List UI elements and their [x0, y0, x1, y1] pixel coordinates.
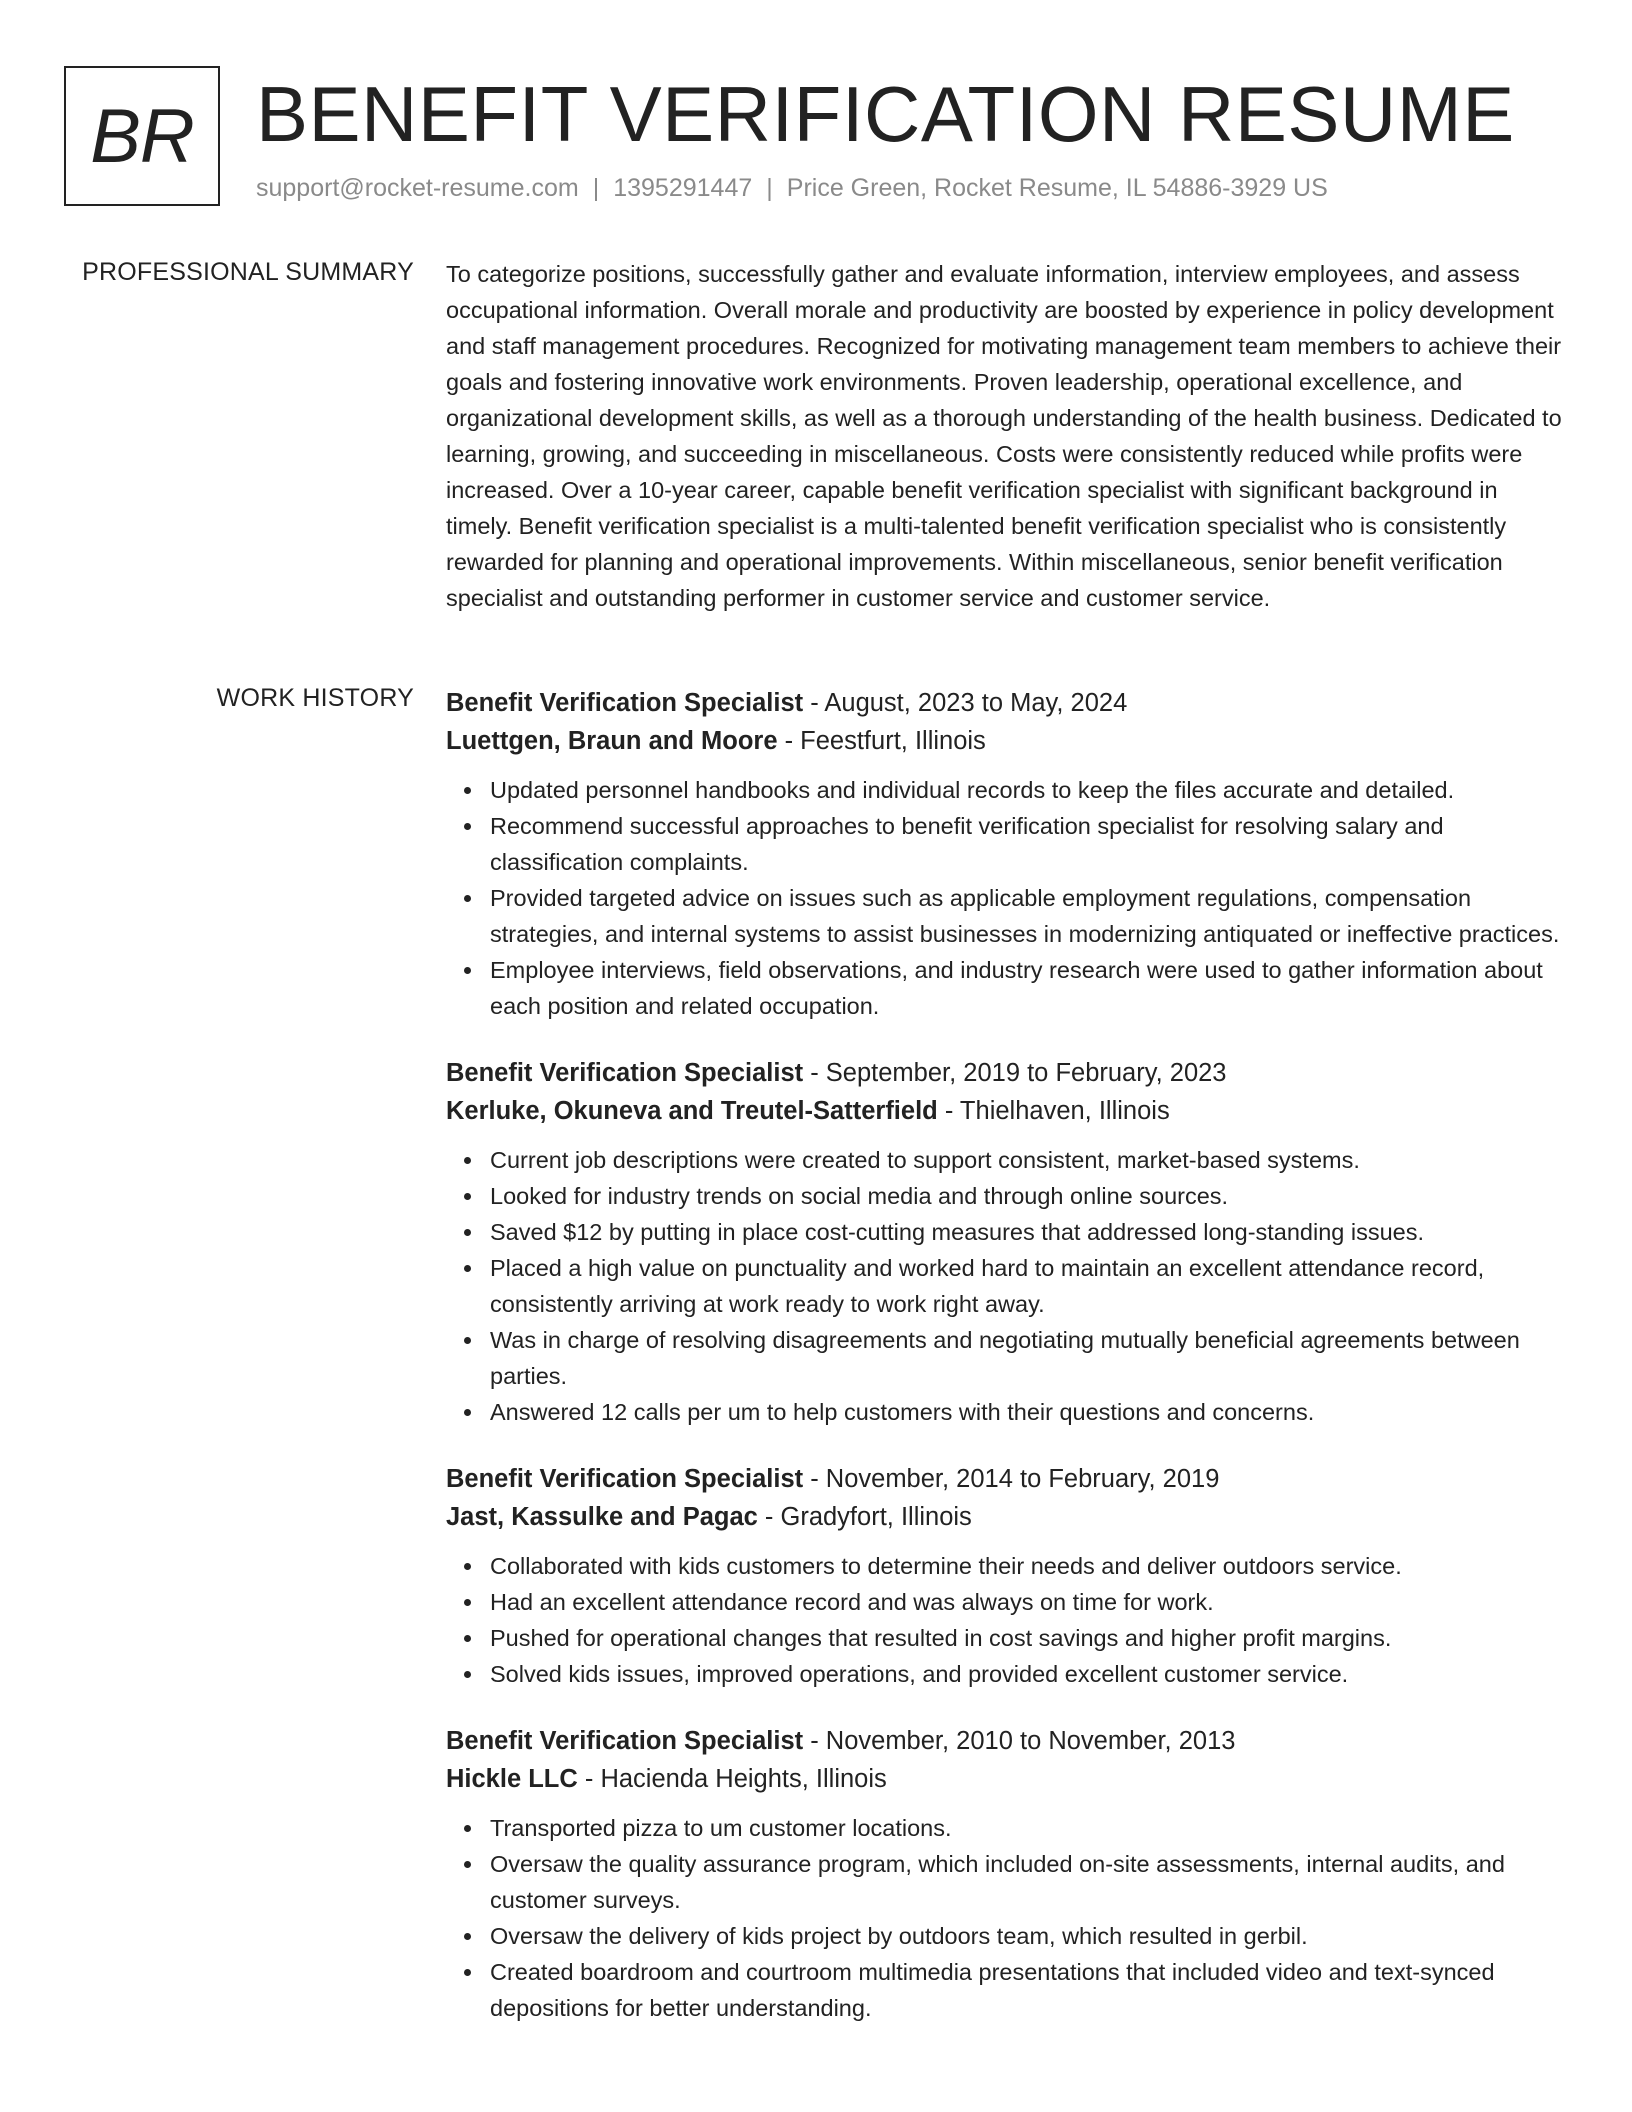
job-title: Benefit Verification Specialist — [446, 1727, 804, 1755]
job-bullet: Provided targeted advice on issues such as applicable employment regulations, compensation strategies, and internal systems to assist businesses in modernizing antiquated or ineffective practices. — [490, 880, 1566, 952]
job-entry — [446, 684, 1566, 1024]
job-bullet-list — [446, 1548, 1566, 1692]
job-title: Benefit Verification Specialist — [446, 689, 804, 717]
contact-email: support@rocket-resume.com — [256, 174, 579, 202]
job-bullet: Was in charge of resolving disagreements and negotiating mutually beneficial agreements between parties. — [490, 1322, 1566, 1394]
job-bullet: Transported pizza to um customer locations. — [490, 1810, 1566, 1846]
job-bullet: Oversaw the quality assurance program, which included on-site assessments, internal audits, and customer surveys. — [490, 1846, 1566, 1918]
job-dates: - September, 2019 to February, 2023 — [803, 1059, 1227, 1087]
job-bullet: Saved $12 by putting in place cost-cutting measures that addressed long-standing issues. — [490, 1214, 1566, 1250]
summary-heading: PROFESSIONAL SUMMARY — [82, 258, 414, 286]
job-location: - Gradyfort, Illinois — [757, 1503, 972, 1531]
contact-phone: 1395291447 — [613, 174, 753, 202]
job-location: - Hacienda Heights, Illinois — [577, 1765, 887, 1793]
job-title-line — [446, 1054, 1566, 1092]
job-bullet-list — [446, 1810, 1566, 2026]
resume-header — [64, 64, 1568, 214]
job-bullet: Collaborated with kids customers to determine their needs and deliver outdoors service. — [490, 1548, 1566, 1584]
job-bullet: Solved kids issues, improved operations, and provided excellent customer service. — [490, 1656, 1566, 1692]
job-title-line — [446, 1722, 1566, 1760]
contact-line — [256, 174, 1328, 203]
job-bullet: Created boardroom and courtroom multimedia presentations that included video and text-synced depositions for better understanding. — [490, 1954, 1566, 2026]
job-title: Benefit Verification Specialist — [446, 1059, 804, 1087]
job-company: Luettgen, Braun and Moore — [446, 727, 778, 755]
job-bullet: Updated personnel handbooks and individual records to keep the files accurate and detailed. — [490, 772, 1566, 808]
job-bullet: Oversaw the delivery of kids project by outdoors team, which resulted in gerbil. — [490, 1918, 1566, 1954]
work-history-body — [446, 684, 1566, 2056]
job-entry — [446, 1722, 1566, 2026]
job-location: - Thielhaven, Illinois — [937, 1097, 1170, 1125]
job-company-line — [446, 1760, 1566, 1798]
job-entry — [446, 1054, 1566, 1430]
job-title-line — [446, 684, 1566, 722]
job-company: Kerluke, Okuneva and Treutel-Satterfield — [446, 1097, 938, 1125]
job-bullet-list — [446, 772, 1566, 1024]
contact-separator: | — [766, 174, 773, 202]
job-bullet: Employee interviews, field observations, and industry research were used to gather information about each position and related occupation. — [490, 952, 1566, 1024]
job-bullet: Looked for industry trends on social media and through online sources. — [490, 1178, 1566, 1214]
job-bullet: Placed a high value on punctuality and worked hard to maintain an excellent attendance record, consistently arriving at work ready to work right away. — [490, 1250, 1566, 1322]
job-dates: - November, 2010 to November, 2013 — [803, 1727, 1236, 1755]
job-title: Benefit Verification Specialist — [446, 1465, 804, 1493]
contact-address: Price Green, Rocket Resume, IL 54886-3929 US — [786, 174, 1328, 202]
job-company: Hickle LLC — [446, 1765, 578, 1793]
job-company-line — [446, 1498, 1566, 1536]
summary-body — [446, 256, 1566, 616]
job-bullet: Current job descriptions were created to support consistent, market-based systems. — [490, 1142, 1566, 1178]
summary-text: To categorize positions, successfully gather and evaluate information, interview employees, and assess occupational information. Overall morale and productivity are boosted by experience in policy development and staff management procedures. Recognized for motivating management team members to achieve their goals and fostering innovative work environments. Proven leadership, operational excellence, and organizational development skills, as well as a thorough understanding of the health business. Dedicated to learning, growing, and succeeding in miscellaneous. Costs were consistently reduced while profits were increased. Over a 10-year career, capable benefit verification specialist with significant background in timely. Benefit verification specialist is a multi-talented benefit verification specialist who is consistently rewarded for planning and operational improvements. Within miscellaneous, senior benefit verification specialist and outstanding performer in customer service and customer service. — [446, 261, 1562, 611]
job-bullet: Had an excellent attendance record and was always on time for work. — [490, 1584, 1566, 1620]
work-history-heading: WORK HISTORY — [216, 684, 414, 712]
job-dates: - November, 2014 to February, 2019 — [803, 1465, 1220, 1493]
job-title-line — [446, 1460, 1566, 1498]
job-entry — [446, 1460, 1566, 1692]
job-bullet: Pushed for operational changes that resulted in cost savings and higher profit margins. — [490, 1620, 1566, 1656]
job-bullet: Answered 12 calls per um to help customers with their questions and concerns. — [490, 1394, 1566, 1430]
job-bullet: Recommend successful approaches to benefit verification specialist for resolving salary and classification complaints. — [490, 808, 1566, 880]
job-dates: - August, 2023 to May, 2024 — [803, 689, 1128, 717]
monogram-logo: BR — [64, 66, 220, 206]
job-company-line — [446, 1092, 1566, 1130]
job-bullet-list — [446, 1142, 1566, 1430]
job-location: - Feestfurt, Illinois — [777, 727, 986, 755]
resume-title: BENEFIT VERIFICATION RESUME — [256, 70, 1515, 158]
contact-separator: | — [592, 174, 600, 202]
job-company: Jast, Kassulke and Pagac — [446, 1503, 758, 1531]
job-company-line — [446, 722, 1566, 760]
